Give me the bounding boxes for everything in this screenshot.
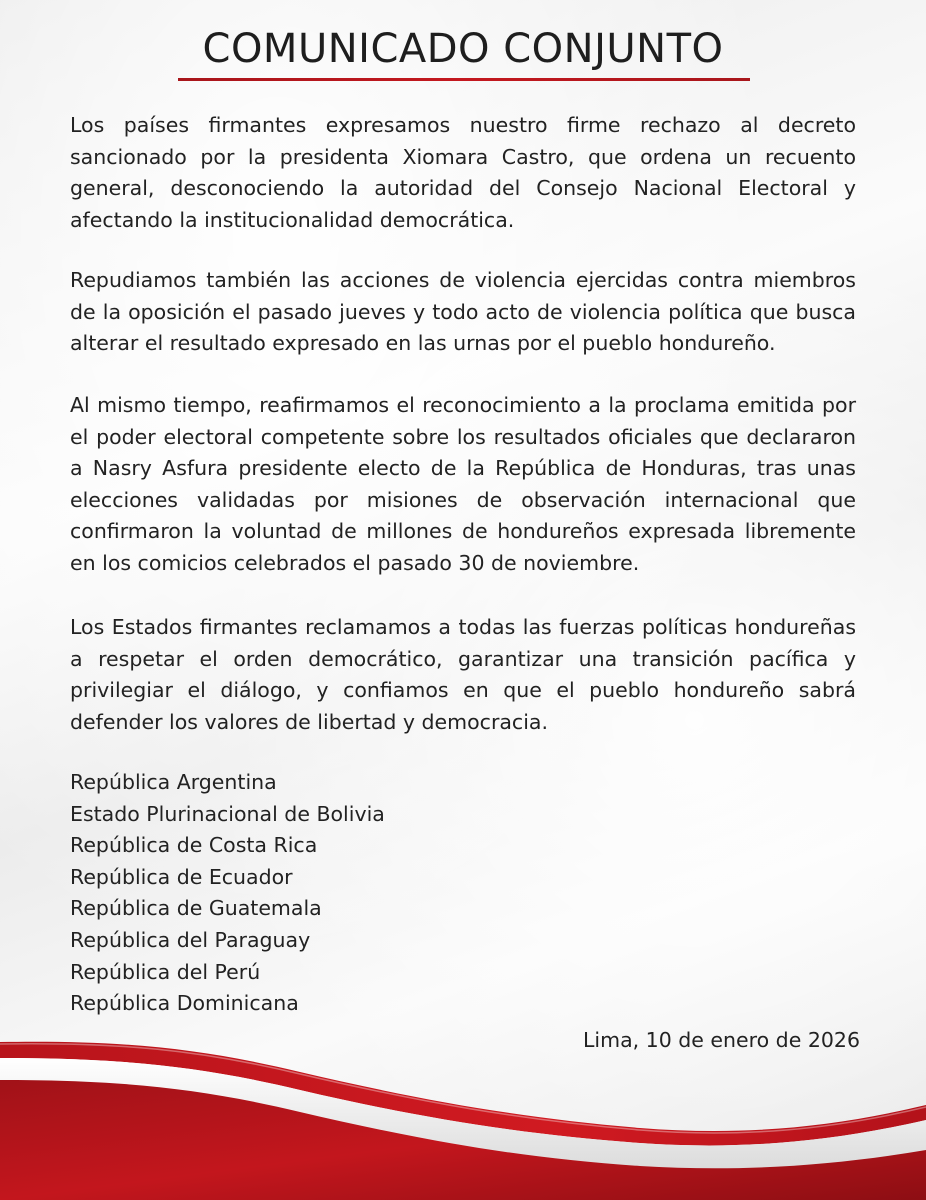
signatory-paraguay: República del Paraguay xyxy=(70,927,311,952)
signatory-costa-rica: República de Costa Rica xyxy=(70,833,318,858)
signatory-guatemala: República de Guatemala xyxy=(70,896,322,921)
signatories-list xyxy=(70,767,385,1020)
paragraph-rejection: Los países firmantes expresamos nuestro firme rechazo al decreto sancionado por la presidenta Xiomara Castro, que ordena un recuento general, desconociendo la autoridad del Consejo Nacional Electoral y afectando la institucionalidad democrática. xyxy=(70,113,856,232)
dateline: Lima, 10 de enero de 2026 xyxy=(583,1028,860,1052)
paragraph-recognition: Al mismo tiempo, reafirmamos el reconocimiento a la proclama emitida por el poder electoral competente sobre los resultados oficiales que declararon a Nasry Asfura presidente electo de la República de Honduras, tras unas elecciones validadas por misiones de observación internacional que confirmaron la voluntad de millones de hondureños expresada libremente en los comicios celebrados el pasado 30 de noviembre. xyxy=(70,393,856,575)
signatory-bolivia: Estado Plurinacional de Bolivia xyxy=(70,801,385,826)
signatory-argentina: República Argentina xyxy=(70,770,277,794)
signatory-peru: República del Perú xyxy=(70,959,261,984)
flag-wave-decoration xyxy=(0,1000,926,1200)
signatory-dominicana: República Dominicana xyxy=(70,991,299,1016)
paragraph-call-to-action: Los Estados firmantes reclamamos a todas las fuerzas políticas hondureñas a respetar el orden democrático, garantizar una transición pacífica y privilegiar el diálogo, y confiamos en que el pueblo hondureño sabrá defender los valores de libertad y democracia. xyxy=(70,615,856,734)
title-underline xyxy=(178,78,750,81)
signatory-ecuador: República de Ecuador xyxy=(70,864,293,889)
paragraph-violence: Repudiamos también las acciones de violencia ejercidas contra miembros de la oposición el pasado jueves y todo acto de violencia política que busca alterar el resultado expresado en las urnas por el pueblo hondureño. xyxy=(70,268,856,355)
document-title: COMUNICADO CONJUNTO xyxy=(202,26,724,72)
